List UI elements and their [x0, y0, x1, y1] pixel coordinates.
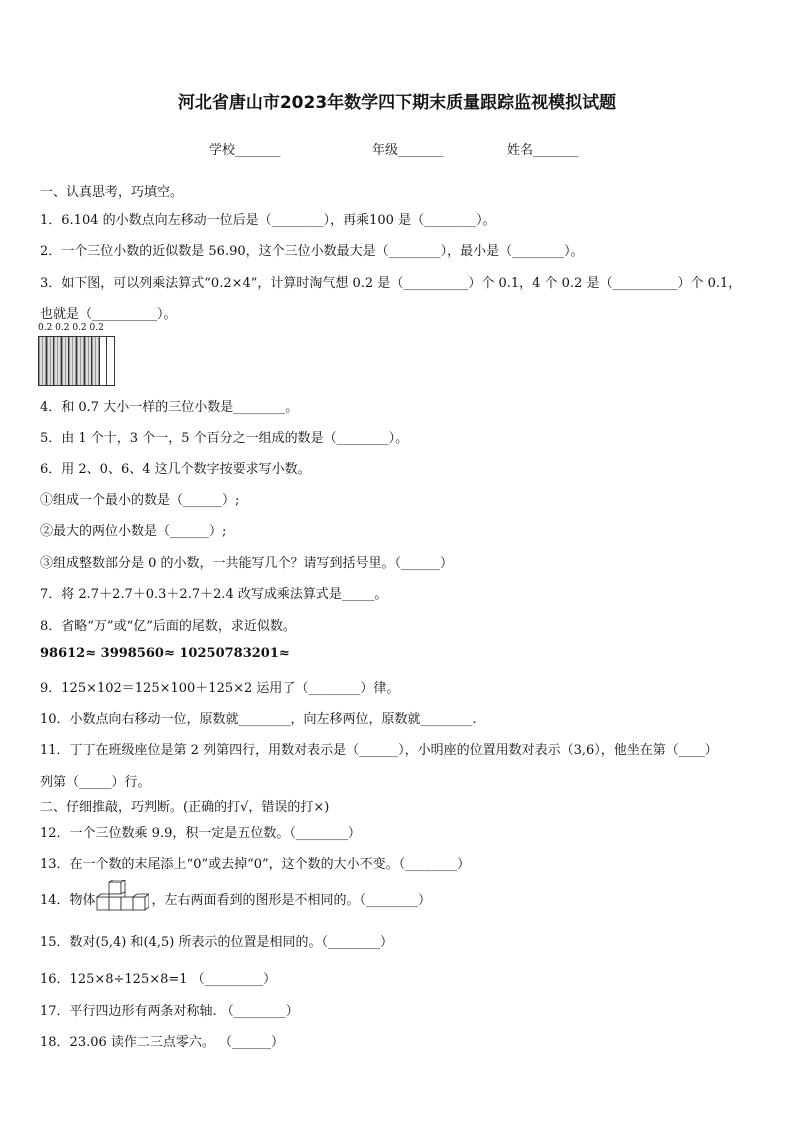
- question-5: 5．由 1 个十，3 个一，5 个百分之一组成的数是（________）。: [40, 431, 409, 446]
- question-6-3: ③组成整数部分是 0 的小数，一共能写几个？请写到括号里。（______）: [40, 556, 454, 571]
- question-12: 12．一个三位数乘 9.9，积一定是五位数。（________）: [40, 826, 361, 841]
- page-title: 河北省唐山市2023年数学四下期末质量跟踪监视模拟试题: [177, 93, 617, 113]
- question-2: 2．一个三位小数的近似数是 56.90，这个三位小数最大是（________），最小是（________）。: [40, 244, 584, 259]
- question-15: 15．数对(5,4) 和(4,5) 所表示的位置是相同的。（________）: [40, 935, 393, 950]
- question-9: 9．125×102＝125×100＋125×2 运用了（________）律。: [40, 681, 400, 696]
- question-8-items: 98612≈ 3998560≈ 10250783201≈: [40, 646, 290, 661]
- question-18: 18．23.06 读作二三点零六。 （______）: [40, 1035, 285, 1050]
- question-17: 17．平行四边形有两条对称轴. （________）: [40, 1004, 299, 1019]
- question-4: 4．和 0.7 大小一样的三位小数是________。: [40, 400, 299, 415]
- cube-figure: [93, 880, 149, 914]
- question-7: 7．将 2.7＋2.7＋0.3＋2.7＋2.4 改写成乘法算式是_____。: [40, 587, 388, 602]
- question-11-line-2: 列第（_____）行。: [40, 775, 151, 790]
- question-3-line-1: 3．如下图，可以列乘法算式“0.2×4”，计算时淘气想 0.2 是（__________）个 0.1，4 个 0.2 是（__________）个 0.1，: [40, 276, 742, 291]
- section-2-heading: 二、仔细推敲，巧判断。(正确的打√，错误的打×): [40, 800, 330, 815]
- question-16: 16．125×8÷125×8=1 （_________）: [40, 972, 277, 987]
- question-14-prefix: 14．物体: [40, 893, 96, 908]
- question-10: 10．小数点向右移动一位，原数就________，向左移两位，原数就________.: [40, 712, 477, 727]
- grade-field: 年级_______: [372, 143, 444, 158]
- question-3-line-2: 也就是（__________）。: [40, 307, 177, 322]
- section-1-heading: 一、认真思考，巧填空。: [40, 185, 184, 200]
- question-6: 6．用 2、0、6、4 这几个数字按要求写小数。: [40, 462, 311, 477]
- question-1: 1．6.104 的小数点向左移动一位后是（________），再乘100 是（________）。: [40, 213, 496, 228]
- figure-labels: 0.2 0.2 0.2 0.2: [38, 323, 104, 333]
- question-6-1: ①组成一个最小的数是（______）;: [40, 493, 240, 508]
- decimal-strips-figure: [38, 336, 115, 386]
- question-14-suffix: ，左右两面看到的图形是不相同的。（________）: [151, 893, 432, 908]
- name-field: 姓名_______: [507, 143, 579, 158]
- question-11-line-1: 11．丁丁在班级座位是第 2 列第四行，用数对表示是（______），小明座的位置用数对表示（3,6），他坐在第（____）: [40, 743, 718, 758]
- question-13: 13．在一个数的末尾添上“0”或去掉“0”，这个数的大小不变。（________）: [40, 857, 471, 872]
- question-8: 8．省略“万”或“亿”后面的尾数，求近似数。: [40, 619, 296, 634]
- question-6-2: ②最大的两位小数是（______）;: [40, 524, 227, 539]
- school-field: 学校_______: [209, 143, 281, 158]
